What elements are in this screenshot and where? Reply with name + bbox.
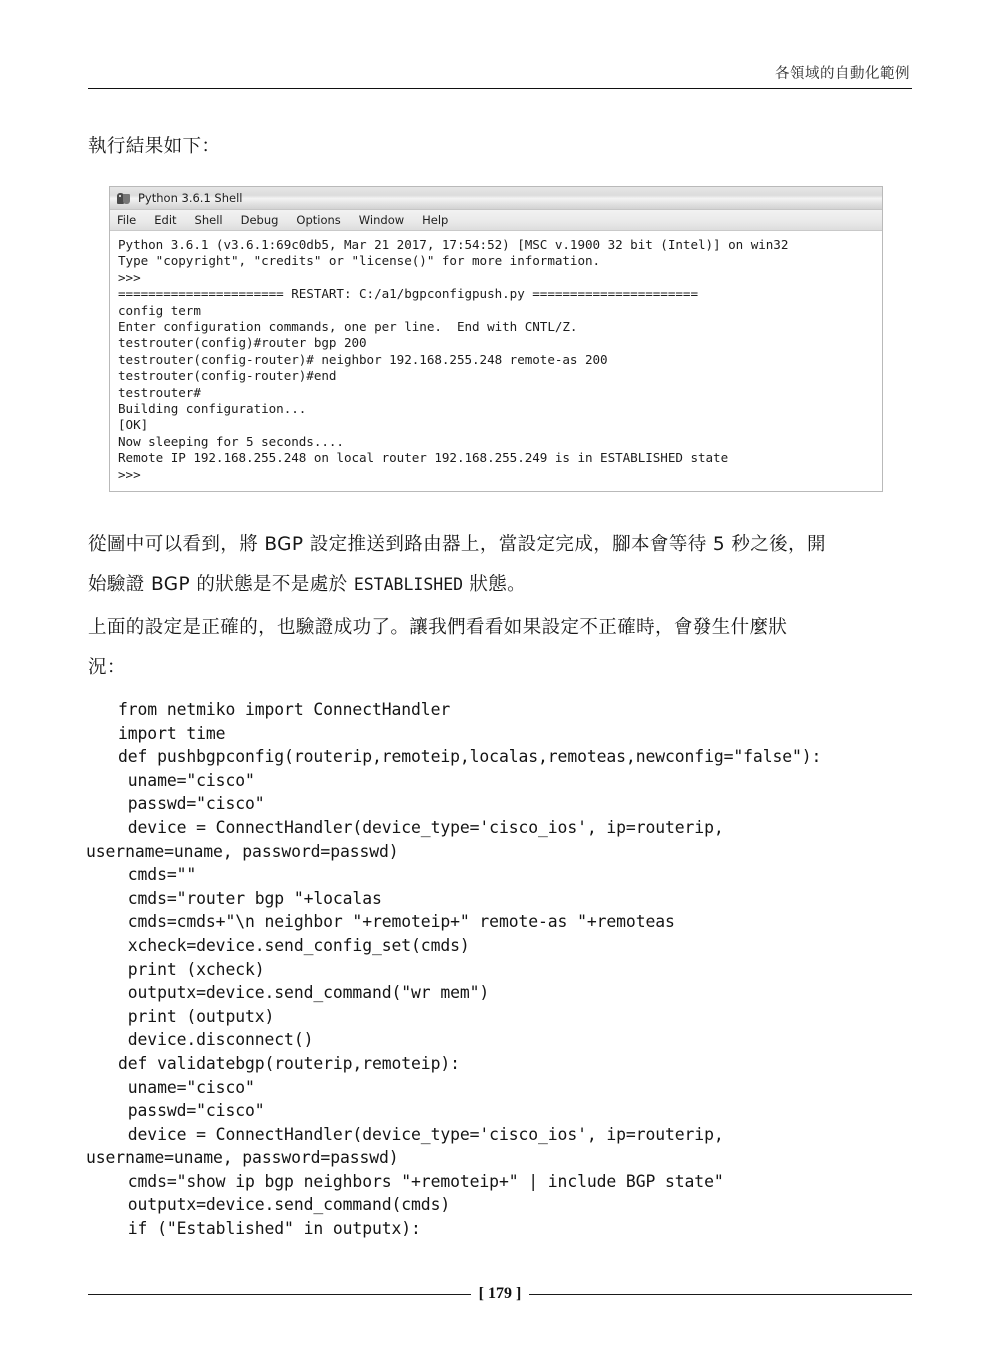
- page-footer: [88, 1285, 912, 1303]
- code-line: uname="cisco": [118, 1077, 255, 1097]
- shell-menubar: [110, 210, 882, 231]
- menu-item-file[interactable]: File: [117, 213, 137, 227]
- code-line: passwd="cisco": [118, 1101, 265, 1121]
- shell-output-line: Enter configuration commands, one per line. End with CNTL/Z.: [118, 319, 578, 335]
- code-line: def validatebgp(routerip,remoteip):: [118, 1053, 460, 1073]
- page-number: [ 179 ]: [478, 1285, 522, 1302]
- shell-output-line: Type "copyright", "credits" or "license()" for more information.: [118, 253, 601, 269]
- shell-output-line: Building configuration...: [118, 401, 307, 417]
- code-line: cmds="router bgp "+localas: [118, 888, 382, 908]
- code-line: device = ConnectHandler(device_type='cisco_ios', ip=routerip,: [118, 1124, 724, 1144]
- code-line: def pushbgpconfig(routerip,remoteip,localas,remoteas,newconfig="false"):: [118, 747, 822, 767]
- menu-item-debug[interactable]: Debug: [240, 213, 279, 227]
- paragraph-text-pre: 始驗證 BGP 的狀態是不是處於: [88, 574, 354, 595]
- shell-output-line: config term: [118, 302, 201, 318]
- code-line-wrapped: username=uname, password=passwd): [86, 1148, 399, 1168]
- menu-item-shell[interactable]: Shell: [194, 213, 223, 227]
- code-line: outputx=device.send_command("wr mem"): [118, 983, 490, 1003]
- code-line: device.disconnect(): [118, 1030, 314, 1050]
- paragraph-line: 上面的設定是正確的，也驗證成功了。讓我們看看如果設定不正確時，會發生什麼狀: [88, 617, 788, 638]
- code-line: uname="cisco": [118, 770, 255, 790]
- header-divider: [88, 88, 912, 89]
- paragraph-line: 從圖中可以看到，將 BGP 設定推送到路由器上，當設定完成，腳本會等待 5 秒之後，開: [88, 534, 826, 555]
- shell-output-line: testrouter(config-router)#end: [118, 368, 337, 384]
- code-listing: [86, 698, 918, 1241]
- shell-output-line: >>>: [118, 466, 141, 482]
- shell-output-line: ====================== RESTART: C:/a1/bgpconfigpush.py ======================: [118, 286, 698, 302]
- code-line: from netmiko import ConnectHandler: [118, 700, 451, 719]
- running-header: [88, 62, 912, 89]
- paragraph-intro: 執行結果如下：: [88, 136, 221, 157]
- inline-code-established: ESTABLISHED: [353, 575, 464, 594]
- code-line: xcheck=device.send_config_set(cmds): [118, 935, 470, 955]
- code-line-wrapped: username=uname, password=passwd): [86, 841, 399, 861]
- menu-item-options[interactable]: Options: [296, 213, 341, 227]
- code-line: if ("Established" in outputx):: [118, 1219, 421, 1239]
- paragraph-text-post: 狀態。: [463, 574, 527, 595]
- shell-output-line: testrouter(config)#router bgp 200: [118, 335, 367, 351]
- code-line: outputx=device.send_command(cmds): [118, 1195, 451, 1215]
- code-line: print (outputx): [118, 1006, 275, 1026]
- shell-window-title: Python 3.6.1 Shell: [138, 191, 243, 205]
- menu-item-edit[interactable]: Edit: [154, 213, 177, 227]
- shell-output-line: testrouter(config-router)# neighbor 192.168.255.248 remote-as 200: [118, 351, 608, 367]
- code-line: import time: [118, 723, 226, 743]
- shell-output-line: [OK]: [118, 417, 149, 433]
- paragraph-line: 況：: [88, 657, 126, 678]
- paragraph-line: [88, 565, 922, 605]
- code-line: cmds=cmds+"\n neighbor "+remoteip+" remote-as "+remoteas: [118, 912, 675, 932]
- paragraph-after-shell: [88, 525, 922, 605]
- shell-output-line: Now sleeping for 5 seconds....: [118, 433, 344, 449]
- paragraph-next: [88, 608, 922, 688]
- code-line: passwd="cisco": [118, 794, 265, 814]
- shell-titlebar: [110, 187, 882, 210]
- shell-output-line: Python 3.6.1 (v3.6.1:69c0db5, Mar 21 2017, 17:54:52) [MSC v.1900 32 bit (Intel)] on win32: [118, 237, 789, 252]
- shell-output-line: >>>: [118, 269, 141, 285]
- footer-rule-left: [88, 1294, 471, 1295]
- code-line: cmds="show ip bgp neighbors "+remoteip+" | include BGP state": [118, 1171, 724, 1191]
- python-idle-icon: [116, 191, 131, 206]
- footer-rule-right: [529, 1294, 912, 1295]
- shell-output-line: Remote IP 192.168.255.248 on local router 192.168.255.249 is in ESTABLISHED state: [118, 450, 729, 466]
- shell-output-line: testrouter#: [118, 384, 201, 400]
- menu-item-window[interactable]: Window: [358, 213, 405, 227]
- code-line: device = ConnectHandler(device_type='cisco_ios', ip=routerip,: [118, 817, 724, 837]
- menu-item-help[interactable]: Help: [422, 213, 449, 227]
- code-line: print (xcheck): [118, 959, 265, 979]
- shell-output-area[interactable]: [110, 231, 882, 491]
- python-shell-window: [109, 186, 883, 492]
- running-header-title: 各領域的自動化範例: [775, 66, 910, 82]
- code-line: cmds="": [118, 865, 197, 885]
